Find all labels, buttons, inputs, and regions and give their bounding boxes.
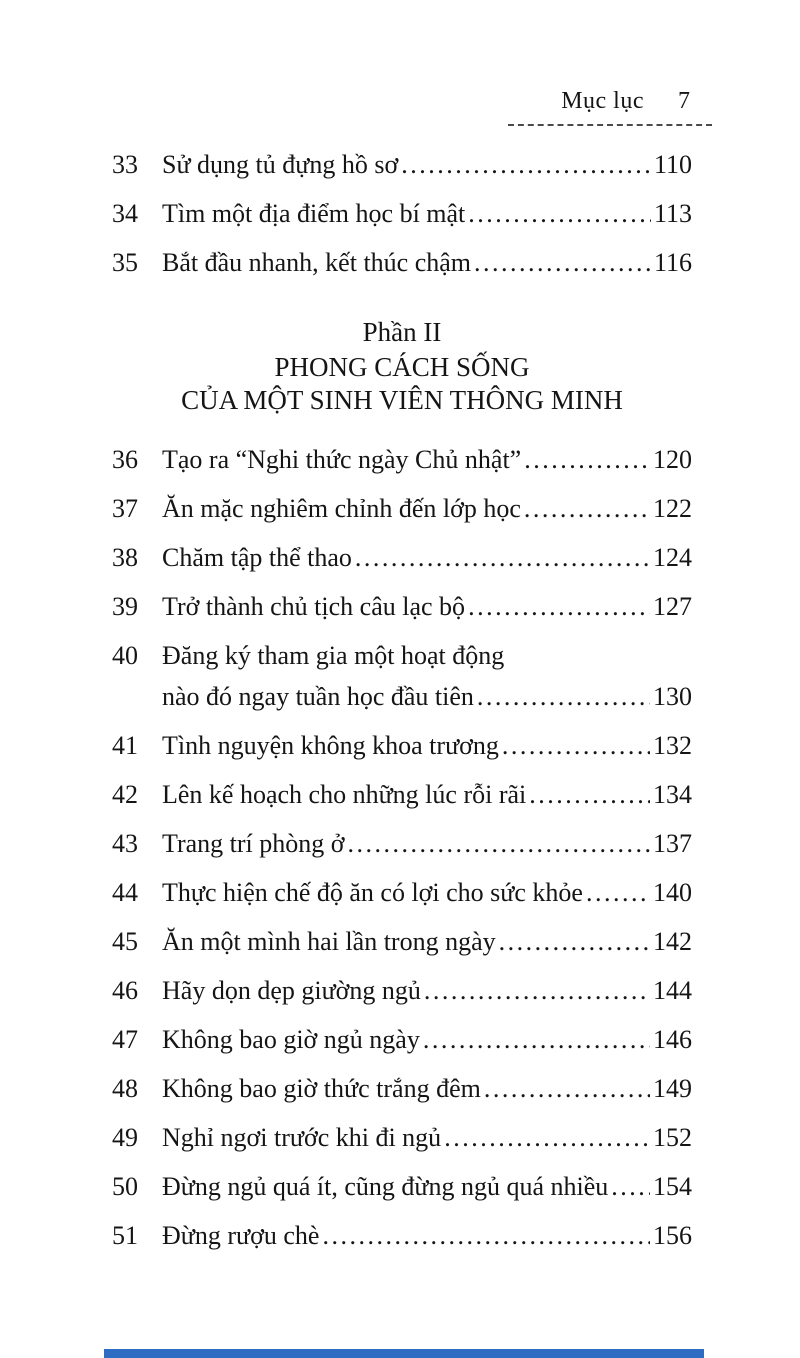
entry-number: 38 xyxy=(112,543,138,572)
entry-page-number: 149 xyxy=(653,1074,692,1103)
toc-entry xyxy=(112,731,692,761)
entry-title: Trang trí phòng ở xyxy=(162,829,345,858)
entry-title: Đăng ký tham gia một hoạt động xyxy=(162,641,505,670)
dot-leader xyxy=(499,927,650,957)
entry-title: Ăn một mình hai lần trong ngày xyxy=(162,927,496,956)
entry-title: Không bao giờ thức trắng đêm xyxy=(162,1074,481,1103)
toc-entry xyxy=(112,494,692,524)
toc-entry xyxy=(112,976,692,1006)
entry-page-number: 137 xyxy=(653,829,692,858)
entry-number: 34 xyxy=(112,199,138,228)
dot-leader xyxy=(401,150,651,180)
toc-entry-row xyxy=(112,641,692,671)
toc-entry-row xyxy=(112,592,692,622)
dot-leader xyxy=(611,1172,650,1202)
entry-page-number: 156 xyxy=(653,1221,692,1250)
toc-entry xyxy=(112,641,692,712)
entry-number: 45 xyxy=(112,927,138,956)
section-heading-line: Phần II xyxy=(362,317,442,347)
entry-title: Bắt đầu nhanh, kết thúc chậm xyxy=(162,248,472,277)
entry-number: 33 xyxy=(112,150,138,179)
toc-entry xyxy=(112,878,692,908)
toc-entry-row xyxy=(112,199,692,229)
toc-entry-row xyxy=(112,494,692,524)
entry-page-number: 122 xyxy=(653,494,692,523)
section-heading-line: CỦA MỘT SINH VIÊN THÔNG MINH xyxy=(181,385,623,415)
entry-title: Hãy dọn dẹp giường ngủ xyxy=(162,976,421,1005)
entry-number: 42 xyxy=(112,780,138,809)
entry-page-number: 116 xyxy=(653,248,692,277)
toc-entry-row xyxy=(112,248,692,278)
entry-page-number: 120 xyxy=(653,445,692,474)
entry-page-number: 134 xyxy=(653,780,692,809)
entry-number: 43 xyxy=(112,829,138,858)
toc-entry-row xyxy=(112,878,692,908)
entry-page-number: 127 xyxy=(653,592,692,621)
dot-leader xyxy=(529,780,650,810)
entry-page-number: 152 xyxy=(653,1123,692,1152)
section-heading-line: PHONG CÁCH SỐNG xyxy=(274,352,530,382)
entry-title: Lên kế hoạch cho những lúc rỗi rãi xyxy=(162,780,527,809)
entry-title: Ăn mặc nghiêm chỉnh đến lớp học xyxy=(162,494,521,523)
entry-page-number: 146 xyxy=(653,1025,692,1054)
toc-entry xyxy=(112,248,692,278)
entry-title: Thực hiện chế độ ăn có lợi cho sức khỏe xyxy=(162,878,583,907)
dot-leader xyxy=(502,731,650,761)
toc-entry-row xyxy=(112,445,692,475)
toc-entry-row xyxy=(112,150,692,180)
entry-number: 48 xyxy=(112,1074,138,1103)
toc-entry-row xyxy=(112,976,692,1006)
toc-entry-row xyxy=(112,731,692,761)
toc-entry xyxy=(112,1025,692,1055)
entry-title: Tạo ra “Nghi thức ngày Chủ nhật” xyxy=(162,445,522,474)
toc-entry xyxy=(112,1172,692,1202)
dot-leader xyxy=(355,543,650,573)
entry-number: 50 xyxy=(112,1172,138,1201)
dot-leader xyxy=(348,829,650,859)
toc-entry-row xyxy=(112,1123,692,1153)
entry-number: 37 xyxy=(112,494,138,523)
footer-bar xyxy=(104,1349,704,1358)
toc-entry-row xyxy=(112,1172,692,1202)
dot-leader xyxy=(524,445,650,475)
dot-leader xyxy=(477,682,650,712)
entry-page-number: 132 xyxy=(653,731,692,760)
entry-title: nào đó ngay tuần học đầu tiên xyxy=(162,682,474,711)
toc-entry-row xyxy=(112,829,692,859)
entry-page-number: 130 xyxy=(653,682,692,711)
dot-leader xyxy=(424,976,650,1006)
entry-page-number: 110 xyxy=(653,150,692,179)
toc-entry-row xyxy=(112,927,692,957)
entry-title: Đừng ngủ quá ít, cũng đừng ngủ quá nhiều xyxy=(162,1172,609,1201)
entry-title: Trở thành chủ tịch câu lạc bộ xyxy=(162,592,466,621)
dot-leader xyxy=(322,1221,650,1251)
toc-entry-row xyxy=(112,780,692,810)
dot-leader xyxy=(524,494,650,524)
toc-entry xyxy=(112,150,692,180)
entry-title: Không bao giờ ngủ ngày xyxy=(162,1025,420,1054)
entry-number: 41 xyxy=(112,731,138,760)
toc-entry-row xyxy=(112,543,692,573)
toc-entry-row xyxy=(112,1074,692,1104)
dot-leader xyxy=(484,1074,650,1104)
entry-page-number: 142 xyxy=(653,927,692,956)
toc-entry xyxy=(112,1074,692,1104)
entry-number: 51 xyxy=(112,1221,138,1250)
section-heading xyxy=(112,316,692,417)
entry-number: 39 xyxy=(112,592,138,621)
toc-entry xyxy=(112,199,692,229)
header-page-number: 7 xyxy=(678,88,690,114)
dot-leader xyxy=(423,1025,650,1055)
entry-number: 44 xyxy=(112,878,138,907)
entry-number: 49 xyxy=(112,1123,138,1152)
toc-entry xyxy=(112,445,692,475)
entry-title: Tìm một địa điểm học bí mật xyxy=(162,199,466,228)
entry-title: Đừng rượu chè xyxy=(162,1221,320,1250)
entry-page-number: 144 xyxy=(653,976,692,1005)
header-title: Mục lục xyxy=(561,88,644,114)
toc-entry xyxy=(112,543,692,573)
entry-page-number: 140 xyxy=(653,878,692,907)
toc-entry xyxy=(112,1221,692,1251)
dot-leader xyxy=(468,592,650,622)
toc-entry xyxy=(112,592,692,622)
dot-leader xyxy=(468,199,651,229)
entry-title: Tình nguyện không khoa trương xyxy=(162,731,499,760)
toc-entry xyxy=(112,780,692,810)
entry-number: 47 xyxy=(112,1025,138,1054)
entry-title: Sử dụng tủ đựng hồ sơ xyxy=(162,150,399,179)
toc-entry-row xyxy=(112,1025,692,1055)
entry-title: Chăm tập thể thao xyxy=(162,543,352,572)
entry-page-number: 124 xyxy=(653,543,692,572)
entry-page-number: 113 xyxy=(653,199,692,228)
toc-entry-row xyxy=(112,1221,692,1251)
page-header xyxy=(508,88,712,126)
dot-leader xyxy=(586,878,650,908)
entry-number: 36 xyxy=(112,445,138,474)
entry-title: Nghỉ ngơi trước khi đi ngủ xyxy=(162,1123,442,1152)
entry-number: 40 xyxy=(112,641,138,670)
dot-leader xyxy=(474,248,651,278)
toc-entry xyxy=(112,1123,692,1153)
entry-number: 35 xyxy=(112,248,138,277)
toc-entry-row xyxy=(112,682,692,712)
dot-leader xyxy=(444,1123,650,1153)
toc-list xyxy=(112,150,692,1270)
entry-number: 46 xyxy=(112,976,138,1005)
toc-entry xyxy=(112,927,692,957)
entry-page-number: 154 xyxy=(653,1172,692,1201)
toc-entry xyxy=(112,829,692,859)
